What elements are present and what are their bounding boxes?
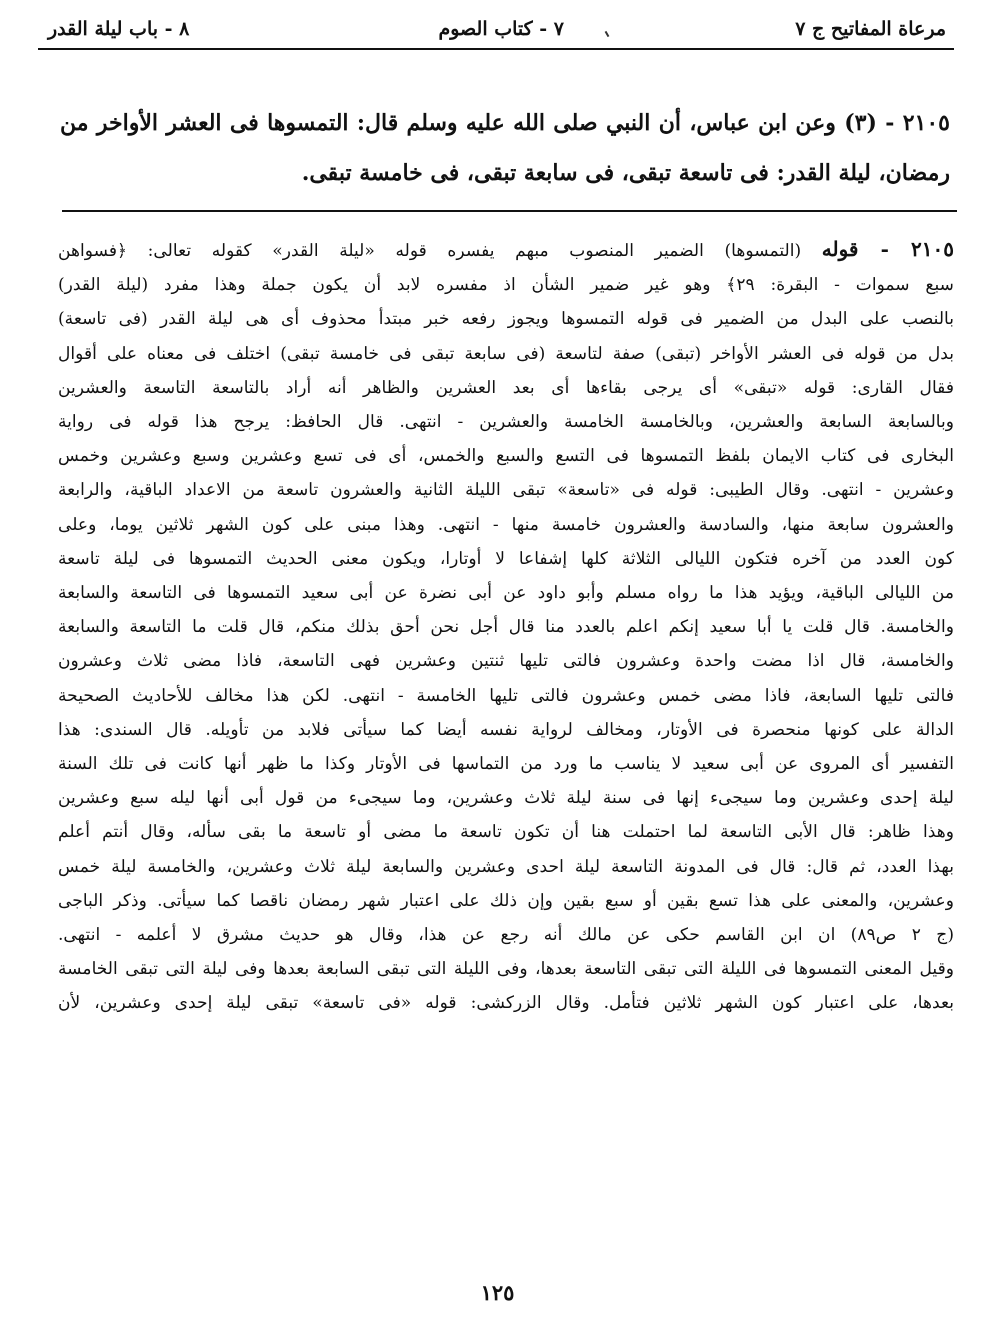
section-divider bbox=[62, 210, 957, 212]
commentary-line: وقيل المعنى التمسوها فى الليلة التى تبقى التاسعة بعدها، وفى الليلة التى تبقى السابعة بعدها وفى ليلة التى تبقى الخامسة bbox=[58, 959, 954, 980]
page-number: ١٢٥ bbox=[480, 1280, 515, 1305]
commentary-line: والخامسة. قال قلت يا أبا سعيد إنكم اعلم بالعدد منا قال أجل نحن أحق بذلك منكم، قال قلت ما التاسعة والسابعة bbox=[58, 617, 954, 638]
commentary-line: وعشرين - انتهى. وقال الطيبى: قوله فى «تاسعة» تبقى الليلة الثانية والعشرون تاسعة من الاعداد الباقية، والرابعة bbox=[58, 480, 954, 501]
commentary-line: البخارى فى كتاب الايمان بلفظ التمسوها فى التسع والسبع والخمس، أى فى تسع وعشرين وسبع وعشرين وخمس bbox=[58, 446, 954, 467]
commentary-line: بدل من قوله فى العشر الأواخر (تبقى) صفة لتاسعة (فى سابعة تبقى فى خامسة تبقى) اختلف فى معناه على أقوال bbox=[58, 343, 954, 364]
commentary-line: بهذا العدد، ثم قال: قال فى المدونة التاسعة ليلة احدى وعشرين والسابعة ليلة ثلاث وعشرين، والخامسة ليلة خمس bbox=[58, 856, 954, 877]
commentary-line: وبالسابعة السابعة والعشرين، وبالخامسة الخامسة والعشرين - انتهى. قال الحافظ: يرجح هذا قوله فى رواية bbox=[58, 412, 954, 433]
commentary-line: والعشرون سابعة منها، والسادسة والعشرون خامسة منها - انتهى. وهذا مبنى على كون الشهر ثلاثين يوما، وعلى bbox=[58, 514, 954, 535]
commentary-line: سبع سموات - البقرة: ٢٩﴾ وهو غير ضمير الشأن اذ مفسره لابد أن يكون جملة وهذا مفرد (ليلة القدر) bbox=[58, 275, 954, 296]
commentary-line: فقال القارى: قوله «تبقى» أى يرجى بقاءها أى بعد العشرين والظاهر أنه أراد بالتاسعة التاسعة والعشرين bbox=[58, 377, 954, 398]
commentary-line: ليلة إحدى وعشرين وما سيجىء إنها فى سنة ليلة ثلاث وعشرين، وما سيجىء من قول أبى أنها ليله سبع وعشرين bbox=[58, 788, 954, 809]
header-book-volume: مرعاة المفاتيح ج ٧ bbox=[795, 18, 946, 40]
commentary-line: بعدها، على اعتبار كون الشهر ثلاثين فتأمل. وقال الزركشى: قوله «فى تاسعة» تبقى ليلة إحدى وعشرين، لأن bbox=[58, 993, 954, 1014]
commentary-line: التفسير أى المروى عن أبى سعيد لا يناسب ما ورد من التماسها فى الأوتار وكذا ما ظهر أنها كانت فى تلك السنة bbox=[58, 754, 954, 775]
hadith-text: ٢١٠٥ - (٣) وعن ابن عباس، أن النبي صلى الله عليه وسلم قال: التمسوها فى العشر الأواخر من رمضان، ليلة القدر: فى تاسعة تبقى، فى سابعة تبقى، فى خامسة تبقى. bbox=[60, 110, 950, 186]
commentary-line: والخامسة، قال اذا مضت واحدة وعشرون فالتى تليها ثنتين وعشرين فهى التاسعة، فاذا مضى ثلاث وعشرون bbox=[58, 651, 954, 672]
commentary-line-text: (التمسوها) الضمير المنصوب مبهم يفسره قوله «ليلة القدر» كقوله تعالى: ﴿فسواهن bbox=[58, 241, 802, 261]
commentary-line: الدالة على كونها منحصرة فى الأوتار، ومخالف لرواية نفسه أيضا كما سيأتى فلابد من تأويله. قال السندى: هذا bbox=[58, 719, 954, 740]
header-chapter: ٨ - باب ليلة القدر bbox=[48, 18, 190, 40]
commentary bbox=[58, 232, 954, 1021]
header-rule bbox=[38, 48, 954, 50]
commentary-line: وهذا ظاهر: قال الأبى التاسعة لما احتملت هنا أن تكون تاسعة ما مضى أو تاسعة ما بقى سأله، وقال أنتم أعلم bbox=[58, 822, 954, 843]
commentary-line-1 bbox=[58, 232, 954, 268]
header-book-title: ٧ - كتاب الصوم bbox=[438, 18, 564, 40]
commentary-line: (ج ٢ ص٨٩) ان ابن القاسم حكى عن مالك أنه رجع عن هذا، وقال هو حديث مشرق لا أعلمه - انتهى. bbox=[58, 925, 954, 946]
commentary-line: من الليالى الباقية، ويؤيد هذا ما رواه مسلم وأبو داود عن أبى نضرة عن أبى سعيد التمسوها فى التاسعة والسابعة bbox=[58, 583, 954, 604]
commentary-line: كون العدد من آخره فتكون الليالى الثلاثة كلها إشفاعا لا أوتارا، ويكون معنى الحديث التمسوها فى ليلة تاسعة bbox=[58, 548, 954, 569]
commentary-lead: ٢١٠٥ - قوله bbox=[821, 237, 954, 261]
commentary-line: فالتى تليها السابعة، فاذا مضى خمس وعشرون فالتى تليها الخامسة - انتهى. لكن هذا مخالف للأحاديث الصحيحة bbox=[58, 685, 954, 706]
running-header bbox=[40, 12, 952, 46]
commentary-line: وعشرين، والمعنى على هذا تسع بقين أو سبع بقين وإن ذلك على اعتبار شهر رمضان ناقصا كما سيأتى. وذكر الباجى bbox=[58, 890, 954, 911]
commentary-line: بالنصب على البدل من الضمير فى قوله التمسوها ويجوز رفعه خبر مبتدأ محذوف أى هى ليلة القدر (فى تاسعة) bbox=[58, 309, 954, 330]
